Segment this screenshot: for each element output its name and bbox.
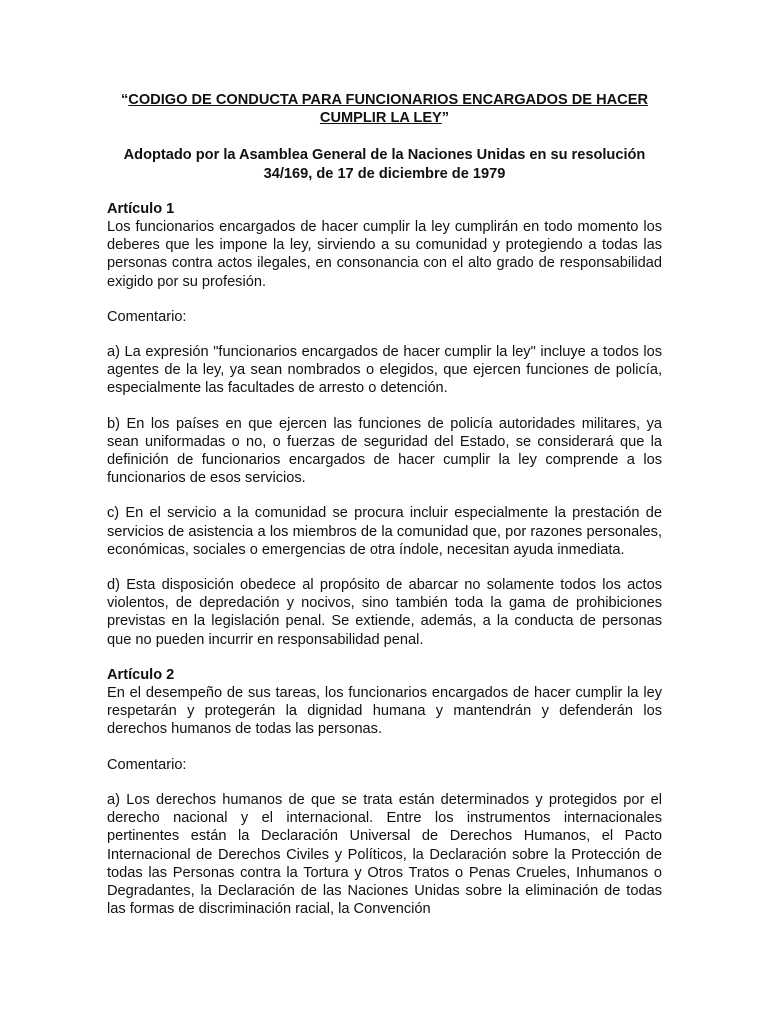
article-1-heading: Artículo 1 — [107, 200, 175, 217]
article-1-comment-d: d) Esta disposición obedece al propósito de abarcar no solamente todos los actos violentos, de depredación y nocivos, sino también toda la gama de prohibiciones previstas en la legislación penal. Se extiende, además, a la conducta de personas que no pueden incurrir en responsabilidad penal. — [107, 577, 662, 648]
article-2-text: En el desempeño de sus tareas, los funcionarios encargados de hacer cumplir la ley respetarán y protegerán la dignidad humana y mantendrán y defenderán los derechos humanos de todas las personas. — [107, 685, 662, 738]
title-close-quote: ” — [441, 110, 450, 127]
article-2-comment-label: Comentario: — [107, 756, 187, 773]
article-2-section — [107, 666, 662, 918]
title-open-quote: “ — [120, 92, 129, 108]
article-1-comment-label: Comentario: — [107, 308, 187, 325]
document-subtitle: Adoptado por la Asamblea General de la Naciones Unidas en su resolución 34/169, de 17 de diciembre de 1979 — [123, 147, 646, 182]
article-1-comment-a: a) La expresión "funcionarios encargados de hacer cumplir la ley" incluye a todos los agentes de la ley, ya sean nombrados o elegidos, que ejercen funciones de policía, especialmente las facultades de arresto o detención. — [107, 344, 662, 397]
article-1-section — [107, 200, 662, 649]
article-1-comment-c: c) En el servicio a la comunidad se procura incluir especialmente la prestación de servicios de asistencia a los miembros de la comunidad que, por razones personales, económicas, sociales o emergencias de otra índole, necesitan ayuda inmediata. — [107, 505, 662, 558]
title-text: CODIGO DE CONDUCTA PARA FUNCIONARIOS ENCARGADOS DE HACER CUMPLIR LA LEY — [128, 92, 648, 127]
article-1-comment-b: b) En los países en que ejercen las funciones de policía autoridades militares, ya sean uniformadas o no, o fuerzas de seguridad del Estado, se considerará que la definición de funcionarios encargados de hacer cumplir la ley comprende a los funcionarios de esos servicios. — [107, 415, 662, 487]
article-2-heading: Artículo 2 — [107, 666, 175, 683]
article-2-comment-a: a) Los derechos humanos de que se trata están determinados y protegidos por el derecho nacional y el internacional. Entre los instrumentos internacionales pertinentes están la Declaración Universal de Derechos Humanos, el Pacto Internacional de Derechos Civiles y Políticos, la Declaración sobre la Protección de todas las Personas contra la Tortura y Otros Tratos o Penas Crueles, Inhumanos o Degradantes, la Declaración de las Naciones Unidas sobre la eliminación de todas las formas de discriminación racial, la Convención — [107, 791, 662, 918]
article-1-text: Los funcionarios encargados de hacer cumplir la ley cumplirán en todo momento los deberes que les impone la ley, sirviendo a su comunidad y protegiendo a todas las personas contra actos ilegales, en consonancia con el alto grado de responsabilidad exigido por su profesión. — [107, 219, 662, 290]
document-title — [107, 91, 662, 127]
